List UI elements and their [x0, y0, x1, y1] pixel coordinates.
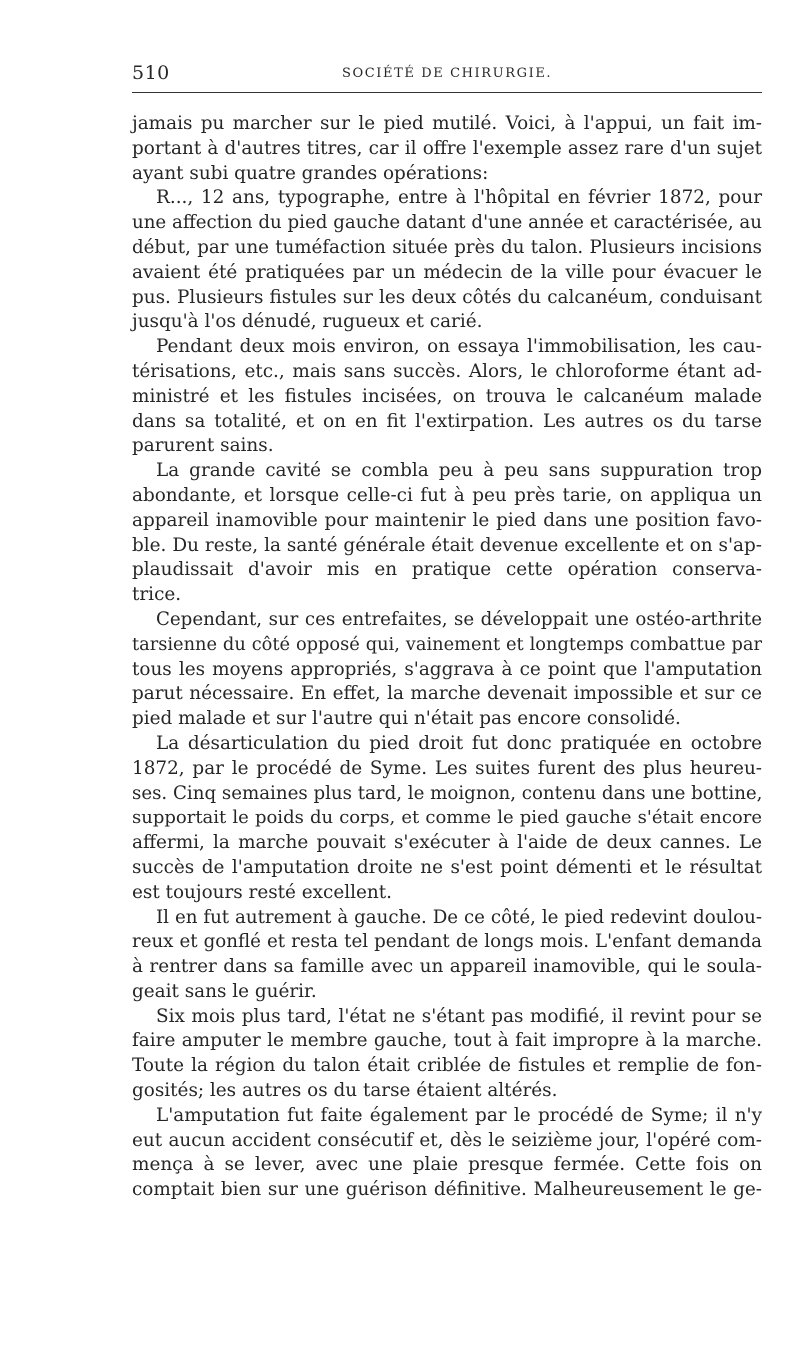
body-text [132, 112, 762, 1203]
text-line: comptait bien sur une guérison définitive. Malheureusement le ge- [132, 1179, 762, 1201]
header-rule [132, 92, 762, 93]
running-head [132, 60, 762, 88]
text-line: est toujours resté excellent. [132, 881, 392, 903]
text-line: ble. Du reste, la santé générale était devenue excellente et on s'ap- [132, 534, 762, 556]
text-line: succès de l'amputation droite ne s'est point démenti et le résultat [132, 856, 762, 878]
text-line: gosités; les autres os du tarse étaient altérés. [132, 1080, 558, 1102]
text-line: ses. Cinq semaines plus tard, le moignon, contenu dans une bottine, [132, 782, 763, 804]
text-line: Cependant, sur ces entrefaites, se développait une ostéo-arthrite [156, 608, 762, 630]
text-line: faire amputer le membre gauche, tout à fait impropre à la marche. [132, 1030, 762, 1052]
text-line: ayant subi quatre grandes opérations: [132, 162, 489, 184]
text-line: abondante, et lorsque celle-ci fut à peu près tarie, on appliqua un [132, 484, 762, 506]
text-line: La désarticulation du pied droit fut donc pratiquée en octobre [156, 732, 762, 754]
text-line: appareil inamovible pour maintenir le pied dans une position favo- [132, 509, 762, 531]
text-line: jusqu'à l'os dénudé, rugueux et carié. [132, 311, 483, 333]
text-line: avaient été pratiquées par un médecin de la ville pour évacuer le [132, 261, 762, 283]
text-line: ministré et les fistules incisées, on trouva le calcanéum malade [132, 385, 762, 407]
text-line: affermi, la marche pouvait s'exécuter à l'aide de deux cannes. Le [132, 832, 762, 854]
text-line: parurent sains. [132, 435, 274, 457]
text-line: supportait le poids du corps, et comme le pied gauche s'était encore [132, 807, 762, 829]
text-line: 1872, par le procédé de Syme. Les suites furent des plus heureu- [132, 757, 762, 779]
text-line: début, par une tuméfaction située près du talon. Plusieurs incisions [132, 236, 762, 258]
text-line: pus. Plusieurs fistules sur les deux côtés du calcanéum, conduisant [132, 286, 762, 308]
text-line: tarsienne du côté opposé qui, vainement et longtemps combattue par [132, 633, 762, 655]
text-line: mença à se lever, avec une plaie presque fermée. Cette fois on [132, 1154, 762, 1176]
text-line: Pendant deux mois environ, on essaya l'immobilisation, les cau- [156, 336, 762, 358]
text-line: eut aucun accident consécutif et, dès le seizième jour, l'opéré com- [132, 1129, 762, 1151]
text-line: jamais pu marcher sur le pied mutilé. Voici, à l'appui, un fait im- [132, 113, 762, 134]
text-line: tous les moyens appropriés, s'aggrava à ce point que l'amputation [132, 658, 762, 680]
text-line: plaudissait d'avoir mis en pratique cette opération conserva- [132, 559, 762, 581]
text-line: une affection du pied gauche datant d'une année et caractérisée, au [132, 212, 762, 234]
text-line: L'amputation fut faite également par le procédé de Syme; il n'y [156, 1104, 762, 1126]
text-line: térisations, etc., mais sans succès. Alors, le chloroforme étant ad- [132, 360, 762, 382]
text-line: reux et gonflé et resta tel pendant de longs mois. L'enfant demanda [132, 931, 762, 953]
text-line: dans sa totalité, et on en fit l'extirpation. Les autres os du tarse [132, 410, 762, 432]
text-line: La grande cavité se combla peu à peu sans suppuration trop [156, 460, 762, 482]
text-line: à rentrer dans sa famille avec un appareil inamovible, qui le soula- [132, 956, 762, 978]
text-line: Six mois plus tard, l'état ne s'étant pas modifié, il revint pour se [156, 1005, 762, 1027]
text-line: Il en fut autrement à gauche. De ce côté, le pied redevint doulou- [156, 906, 762, 928]
page-number: 510 [132, 62, 170, 84]
text-line: R..., 12 ans, typographe, entre à l'hôpital en février 1872, pour [156, 187, 762, 209]
text-line: portant à d'autres titres, car il offre l'exemple assez rare d'un sujet [132, 137, 762, 159]
text-line: Toute la région du talon était criblée de fistules et remplie de fon- [132, 1055, 762, 1077]
journal-title: SOCIÉTÉ DE CHIRURGIE. [342, 66, 553, 81]
text-line: trice. [132, 584, 182, 606]
text-line: pied malade et sur l'autre qui n'était pas encore consolidé. [132, 708, 681, 730]
text-line: geait sans le guérir. [132, 980, 317, 1002]
text-line: parut nécessaire. En effet, la marche devenait impossible et sur ce [132, 683, 762, 705]
